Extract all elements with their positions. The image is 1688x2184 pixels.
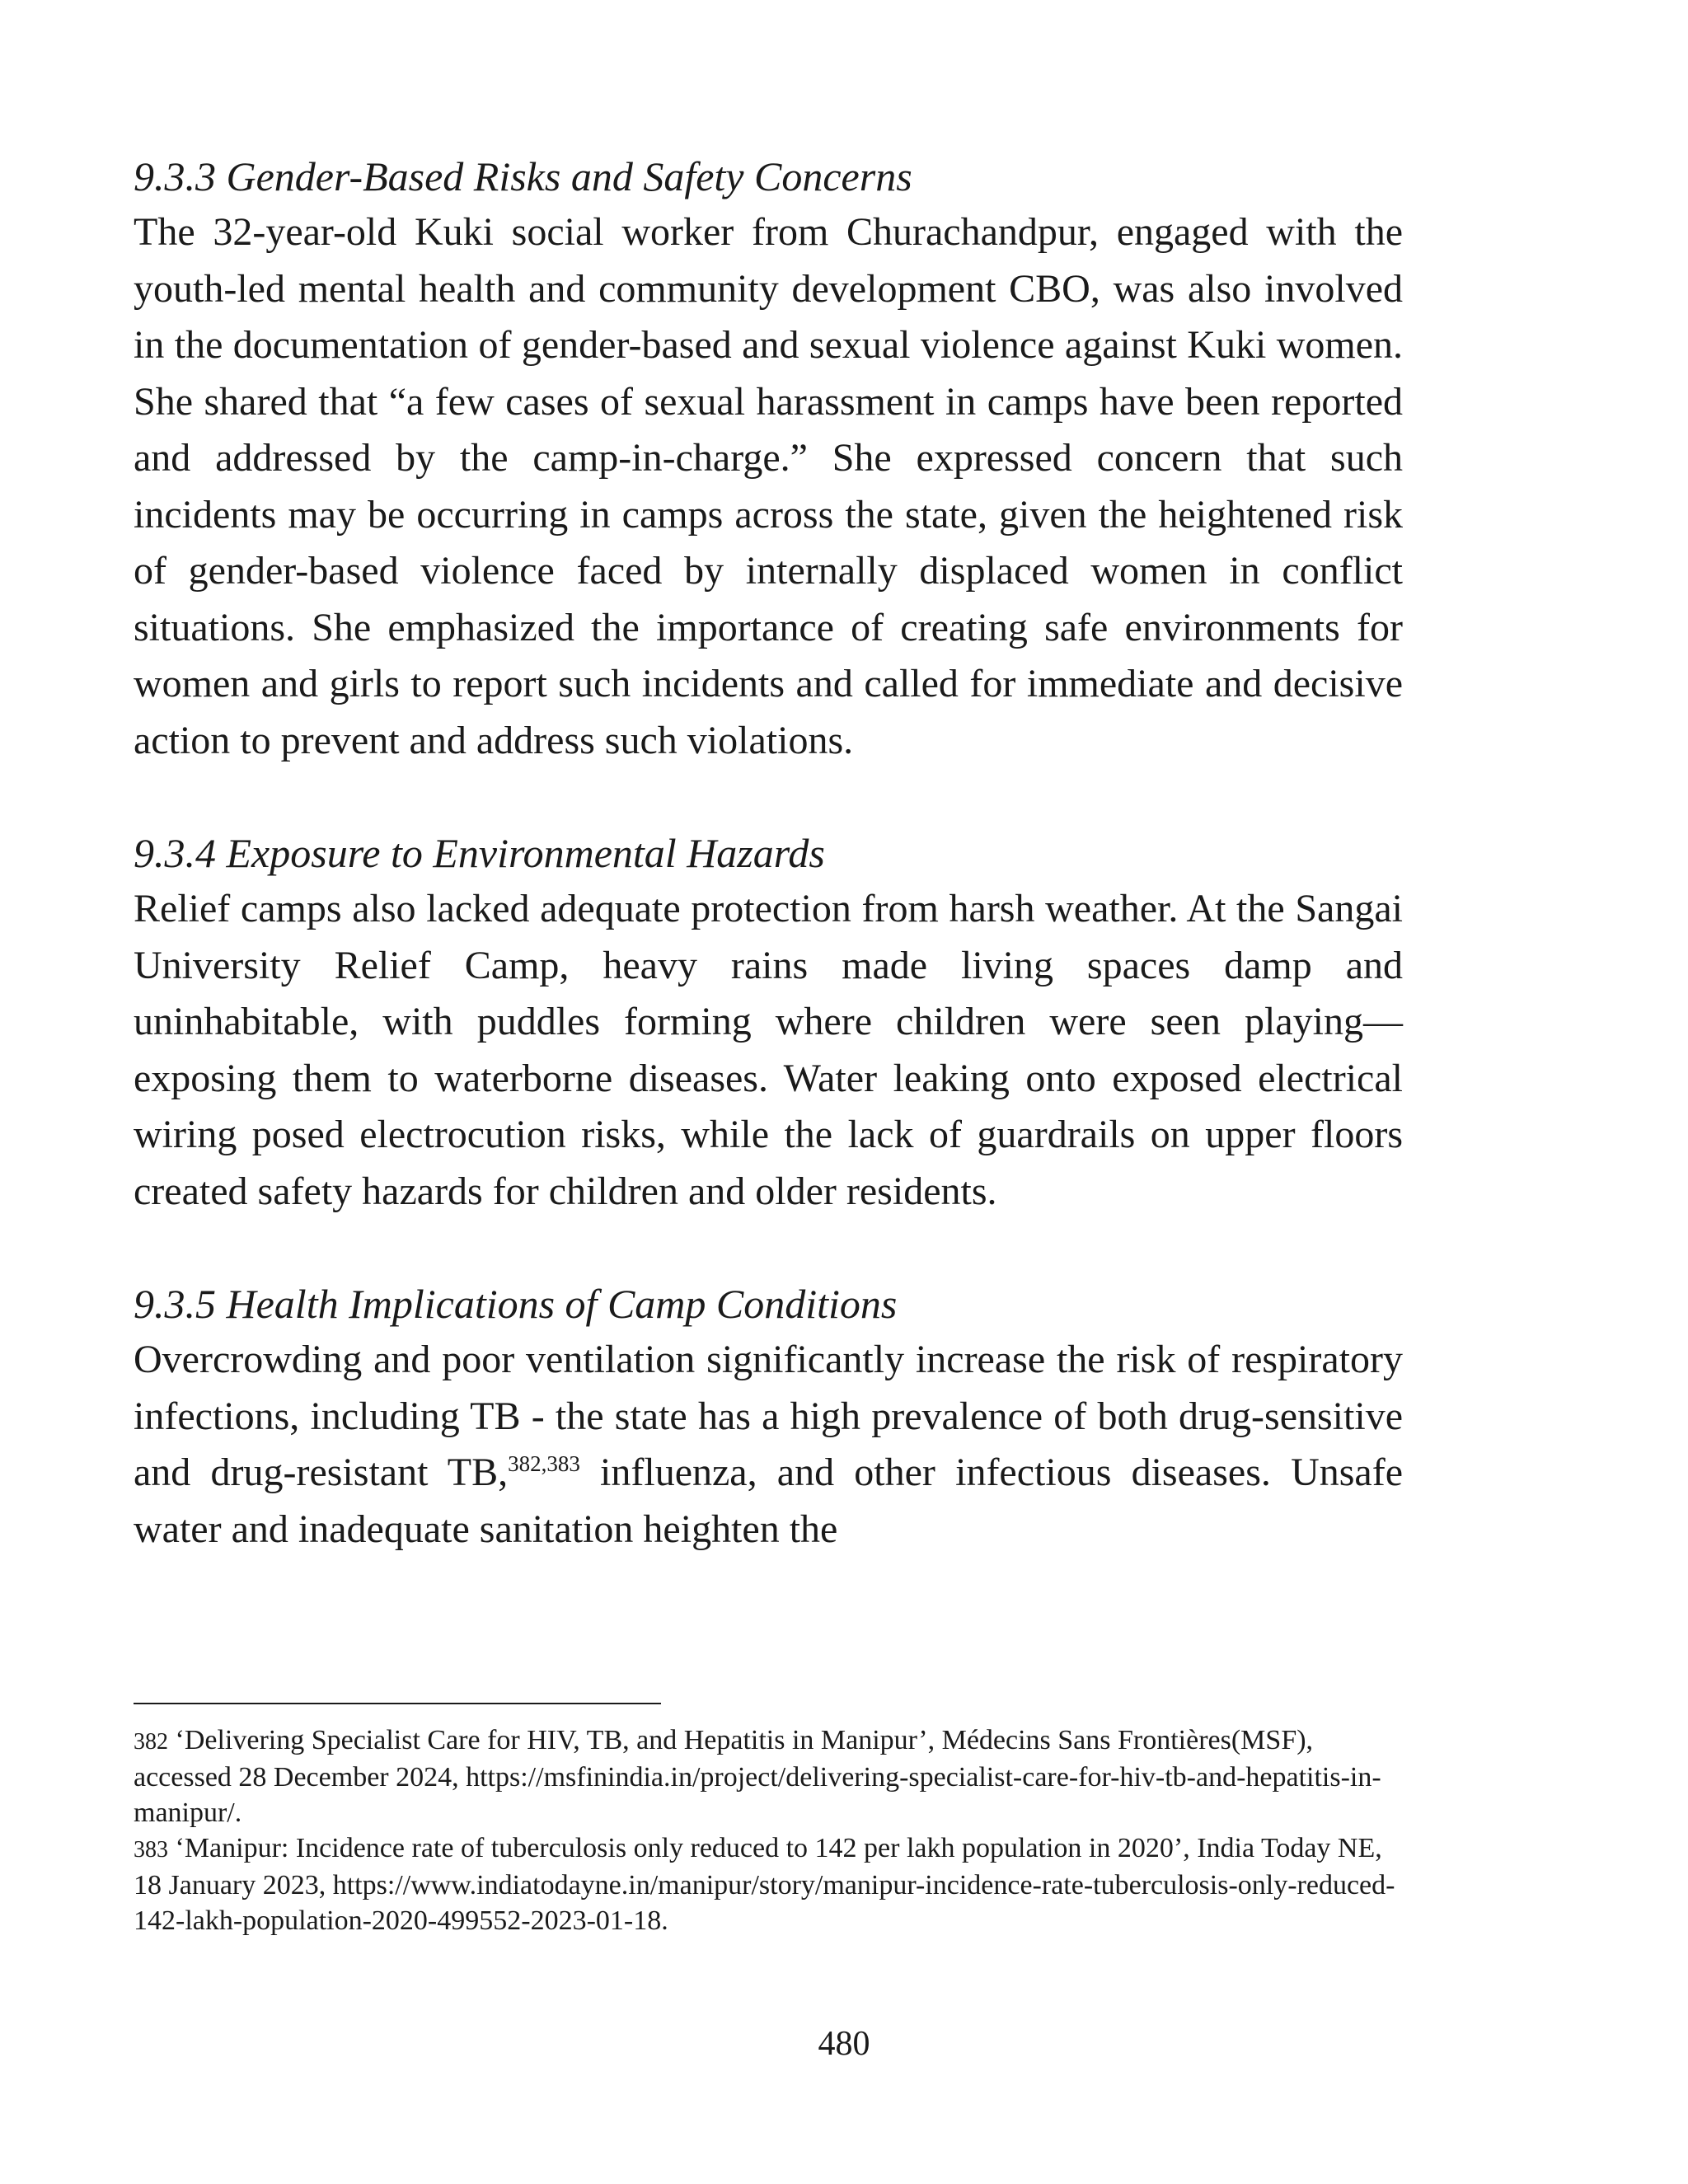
section-health-implications [134, 1276, 1403, 1558]
paragraph-text: influenza, and other infectious diseases. Unsafe water and inadequate sanitation heighten the [134, 1451, 1403, 1551]
section-paragraph: Relief camps also lacked adequate protection from harsh weather. At the Sangai University Relief Camp, heavy rains made living spaces damp and uninhabitable, with puddles forming where children were seen playing—exposing them to waterborne diseases. Water leaking onto exposed electrical wiring posed electrocution risks, while the lack of guardrails on upper floors created safety hazards for children and older residents. [134, 887, 1403, 1213]
section-paragraph [134, 1332, 1403, 1558]
footnote-reference[interactable]: 382,383 [508, 1451, 580, 1476]
footnote-382 [134, 1722, 1403, 1830]
footnote-text: ‘Manipur: Incidence rate of tuberculosis only reduced to 142 per lakh population in 2020’, India Today NE, 18 January 2023, https://www.indiatodayne.in/manipur/story/manipur-incidence-rate-tuberculosis-only-reduced-142-lakh-population-2020-499552-2023-01-18. [134, 1833, 1395, 1936]
section-paragraph: The 32-year-old Kuki social worker from Churachandpur, engaged with the youth-led mental health and community development CBO, was also involved in the documentation of gender-based and sexual violence against Kuki women. She shared that “a few cases of sexual harassment in camps have been reported and addressed by the camp-in-charge.” She expressed concern that such incidents may be occurring in camps across the state, given the heightened risk of gender-based violence faced by internally displaced women in conflict situations. She emphasized the importance of creating safe environments for women and girls to report such incidents and called for immediate and decisive action to prevent and address such violations. [134, 210, 1403, 762]
footnote-number: 382 [134, 1729, 168, 1755]
footnote-text: ‘Delivering Specialist Care for HIV, TB, and Hepatitis in Manipur’, Médecins Sans Frontières(MSF), accessed 28 December 2024, https://msfinindia.in/project/delivering-specialist-care-for-hiv-tb-and-hepatitis-in-manipur/. [134, 1725, 1381, 1828]
footnotes [134, 1722, 1403, 1938]
section-heading: 9.3.3 Gender-Based Risks and Safety Concerns [134, 153, 912, 199]
footnote-divider [134, 1703, 661, 1704]
main-content [134, 148, 1403, 1558]
footnote-number: 383 [134, 1837, 168, 1863]
footnote-383 [134, 1830, 1403, 1938]
paragraph-text: Overcrowding and poor ventilation significantly increase the risk of respiratory infections, including TB - the state has a high prevalence of both drug-sensitive and drug-resistant TB, [134, 1338, 1403, 1494]
section-environmental-hazards [134, 825, 1403, 1220]
section-heading: 9.3.5 Health Implications of Camp Conditions [134, 1281, 898, 1327]
page-number: 480 [818, 2025, 870, 2063]
section-heading: 9.3.4 Exposure to Environmental Hazards [134, 830, 825, 876]
section-gender-based-risks [134, 148, 1403, 769]
